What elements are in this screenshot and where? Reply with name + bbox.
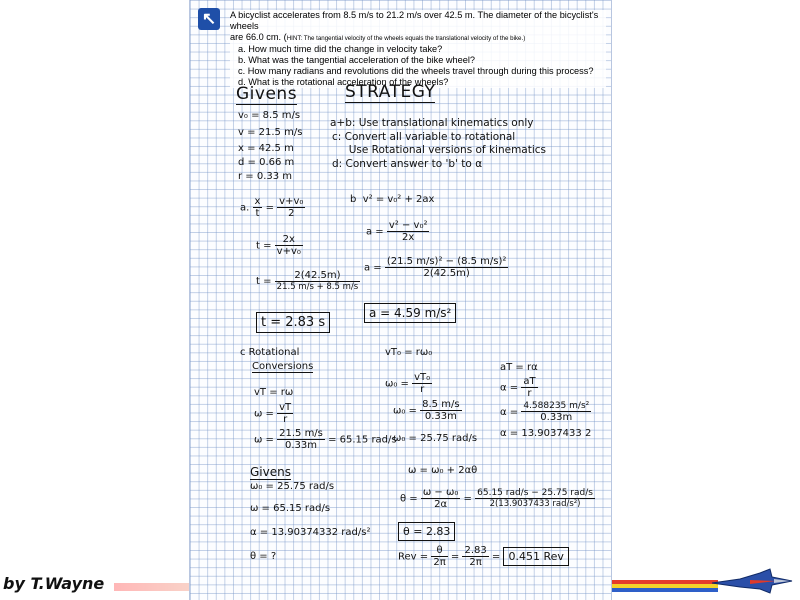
- rev-answer: 0.451 Rev: [503, 547, 568, 566]
- strategy-line-1: a+b: Use translational kinematics only: [330, 117, 534, 129]
- footer-stripe-right: [612, 580, 718, 592]
- footer-stripe-left: [114, 583, 189, 591]
- strategy-line-3: Use Rotational versions of kinematics: [332, 144, 547, 156]
- problem-line-2: are 66.0 cm. (HINT: The tangential velocity of the wheels equals the translational velocity of the bike.): [230, 32, 526, 42]
- given2-theta: θ = ?: [250, 551, 277, 562]
- diamond-arrow-icon: ↖: [198, 8, 220, 30]
- problem-statement: [230, 10, 606, 88]
- part-c-mid-eq4: ω₀ = 25.75 rad/s: [393, 433, 478, 444]
- strategy-line-2: c: Convert all variable to rotational: [332, 131, 516, 143]
- problem-hint: HINT: The tangential velocity of the wheels equals the translational velocity of the bike.): [286, 35, 526, 42]
- strategy-title: STRATEGY: [345, 82, 436, 102]
- question-a: a. How much time did the change in velocity take?: [238, 44, 443, 54]
- rev-eq: Rev = $\frac{\theta}{2\pi}$ = $\frac{2.83}{2\pi}$ = 0.451 Rev: [398, 545, 569, 568]
- jet-icon: [710, 567, 796, 597]
- given-d: d = 0.66 m: [238, 157, 295, 168]
- question-d: d. What is the rotational acceleration of the wheels?: [238, 77, 449, 87]
- strategy-line-4: d: Convert answer to 'b' to α: [332, 158, 483, 170]
- part-b-eq0: b v² = v₀² + 2ax: [350, 194, 435, 205]
- part-c-eq3: ω = $\frac{21.5 m/s}{0.33m}$ = 65.15 rad/s: [254, 428, 397, 451]
- part-a-eq3: t = $\frac{2(42.5m)}{21.5 m/s + 8.5 m/s}$: [256, 270, 359, 292]
- given2-alpha: α = 13.90374332 rad/s²: [250, 527, 371, 538]
- part-a-block: a. $\frac{x}{t}$ = $\frac{\text{v+v₀}}{2}$: [240, 196, 304, 219]
- given-r: r = 0.33 m: [238, 171, 293, 182]
- theta-eq2: θ = $\frac{\text{ω − ω₀}}{2\alpha}$ = $\frac{\text{65.15 rad/s − 25.75 rad/s}}{\text{2(13.9037433 rad/s²)}}$: [400, 487, 593, 510]
- part-c-heading-2: Conversions: [252, 361, 314, 372]
- part-c-mid-eq2: ω₀ = $\frac{\text{vT₀}}{r}$: [385, 372, 431, 395]
- given-x: x = 42.5 m: [238, 143, 294, 154]
- problem-line-1: A bicyclist accelerates from 8.5 m/s to 21.2 m/s over 42.5 m. The diameter of the bicyclist's wheels: [230, 10, 599, 31]
- given2-w0: ω₀ = 25.75 rad/s: [250, 481, 335, 492]
- part-c-mid-eq3: ω₀ = $\frac{8.5 m/s}{0.33m}$: [393, 399, 460, 422]
- part-d-eq4: α = 13.9037433 2: [500, 428, 592, 439]
- part-a-eq2: t = $\frac{2x}{\text{v+v₀}}$: [256, 234, 301, 257]
- part-c-heading-1: c Rotational: [240, 347, 300, 358]
- part-c-mid-eq1: vT₀ = rω₀: [385, 347, 433, 358]
- part-a-label: a.: [240, 202, 250, 214]
- part-c-eq1: vT = rω: [254, 387, 294, 398]
- theta-eq1: ω = ω₀ + 2αθ: [408, 465, 478, 476]
- byline: by T.Wayne: [3, 574, 105, 593]
- part-a-answer: t = 2.83 s: [256, 312, 330, 333]
- notebook-page: [189, 0, 612, 600]
- part-b-answer: a = 4.59 m/s²: [364, 303, 456, 323]
- question-b: b. What was the tangential acceleration of the bike wheel?: [238, 55, 475, 65]
- givens2-title: Givens: [250, 465, 291, 479]
- given-v: v = 21.5 m/s: [238, 127, 303, 138]
- part-d-eq3: α = $\frac{\text{4.588235 m/s²}}{0.33m}$: [500, 401, 590, 423]
- given-v0: v₀ = 8.5 m/s: [238, 110, 301, 121]
- theta-answer: θ = 2.83: [398, 522, 455, 541]
- part-b-eq2: a = $\frac{\text{(21.5 m/s)² − (8.5 m/s)²}}{2(42.5m)}$: [364, 256, 507, 279]
- given2-w: ω = 65.15 rad/s: [250, 503, 331, 514]
- part-d-eq1: aT = rα: [500, 362, 538, 373]
- part-b-eq1: a = $\frac{\text{v² − v₀²}}{2x}$: [366, 220, 428, 243]
- question-c: c. How many radians and revolutions did the wheels travel through during this process?: [238, 66, 594, 76]
- part-c-eq2: ω = $\frac{vT}{r}$: [254, 402, 292, 425]
- givens-title: Givens: [236, 84, 298, 104]
- part-d-eq2: α = $\frac{aT}{r}$: [500, 376, 536, 399]
